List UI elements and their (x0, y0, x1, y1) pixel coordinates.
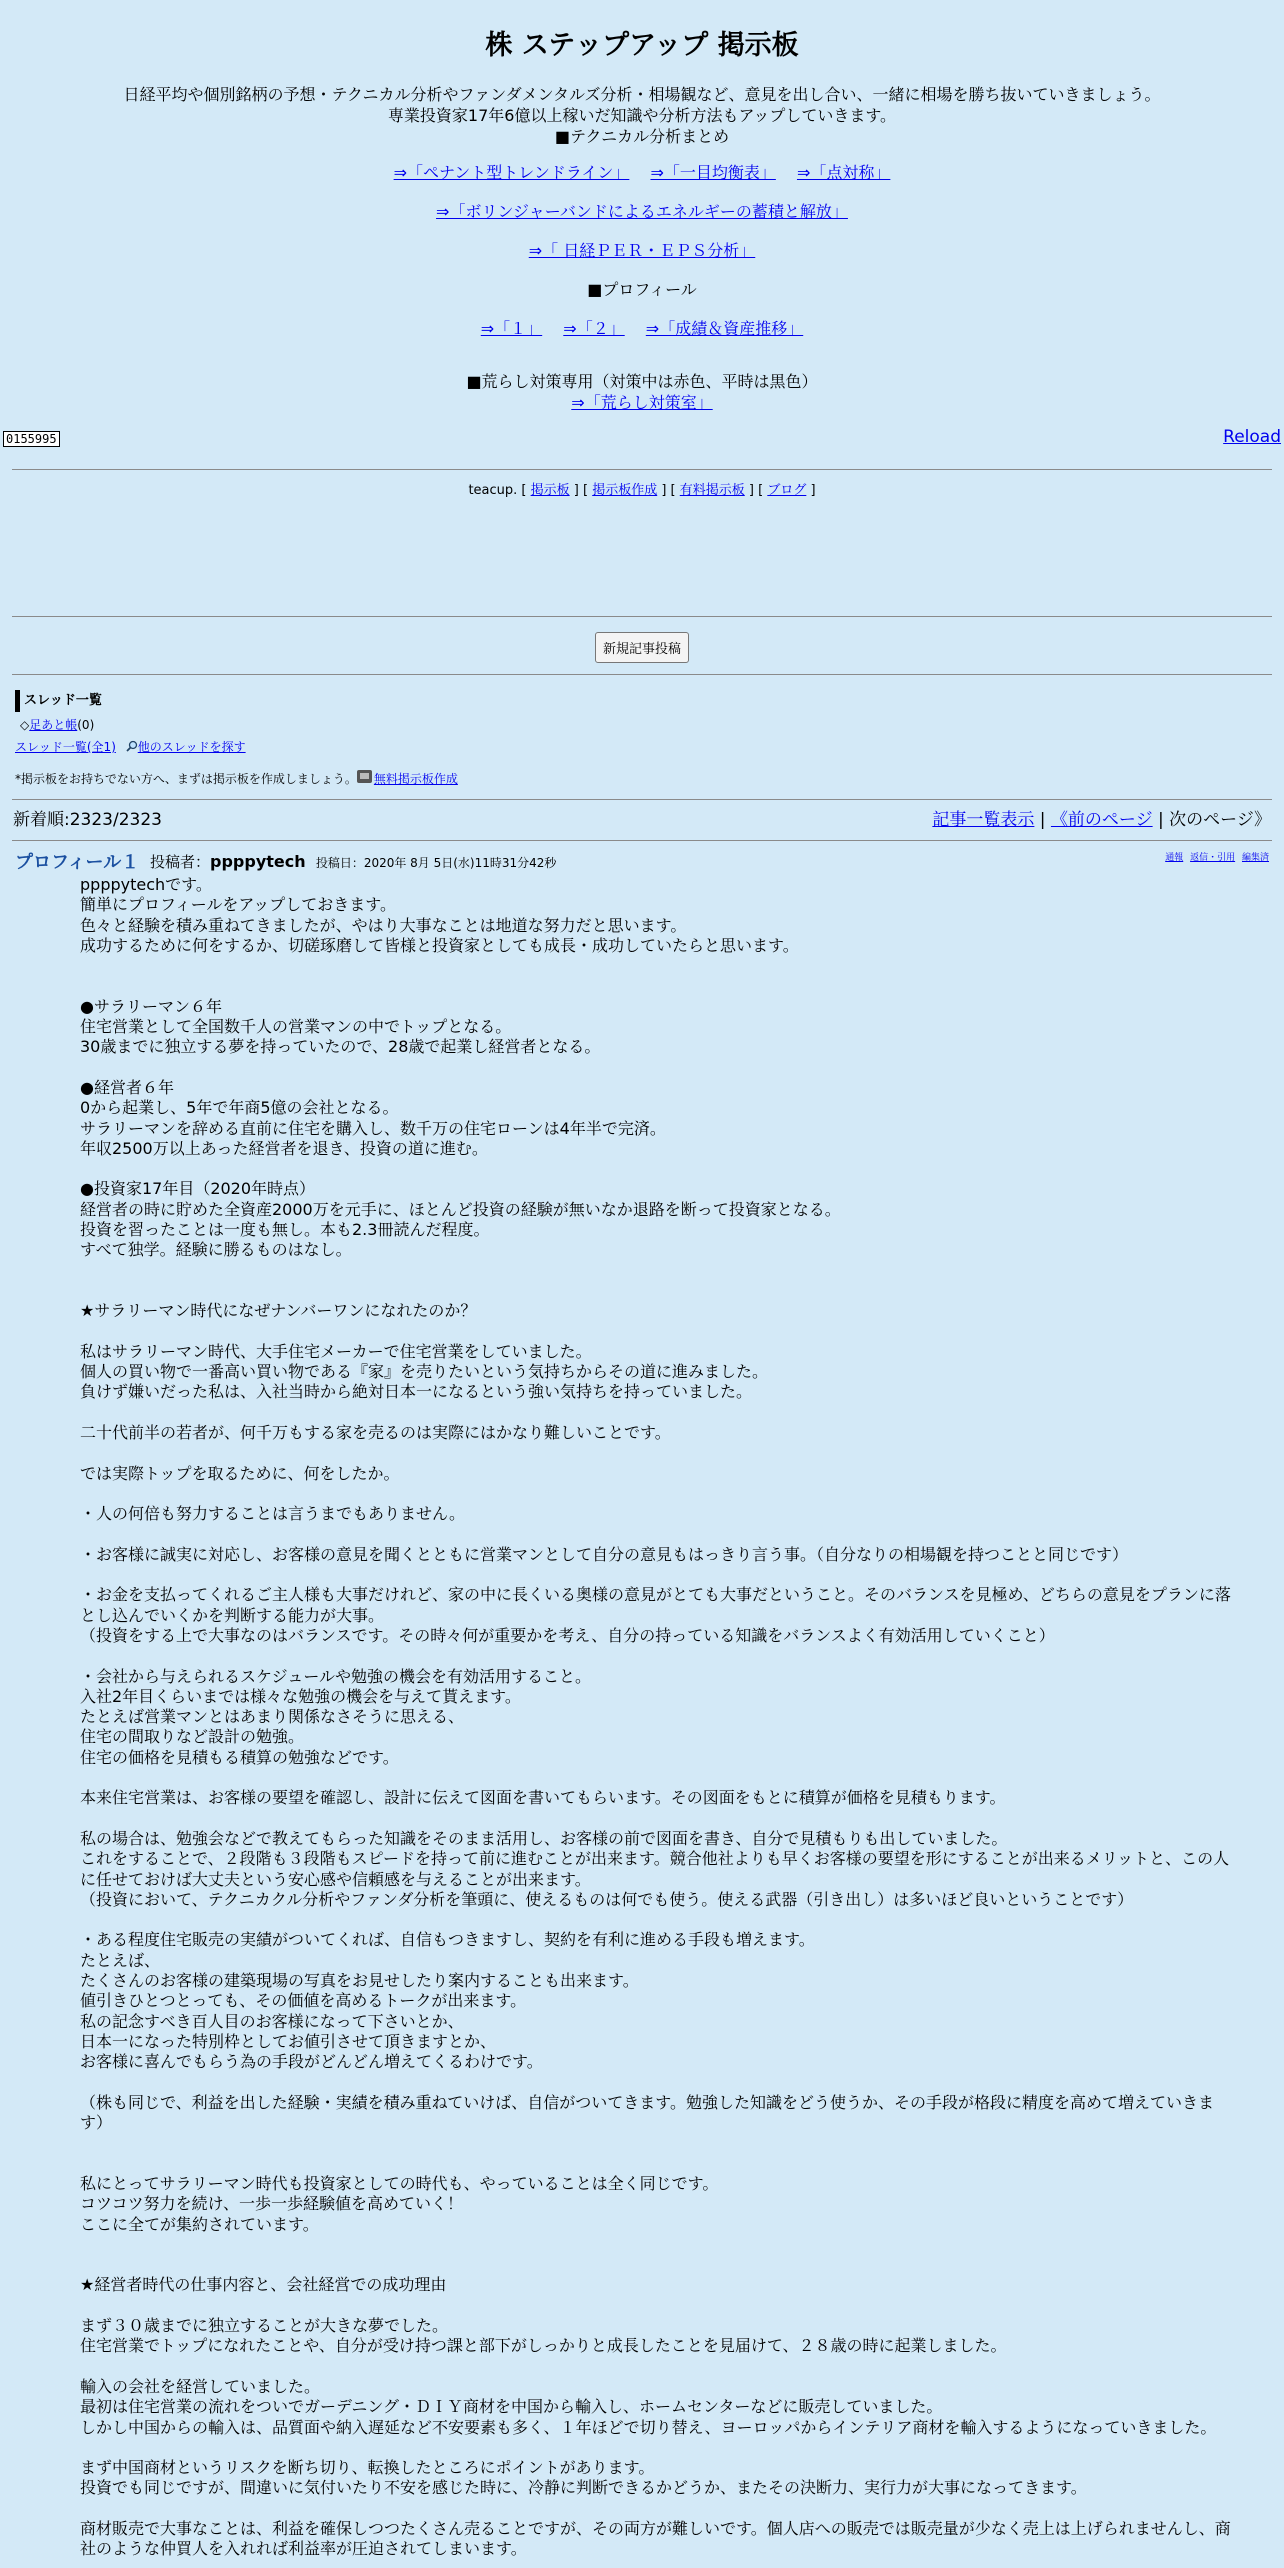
link-bollinger[interactable]: ⇒「ボリンジャーバンドによるエネルギーの蓄積と解放」 (436, 202, 848, 221)
thread-count: (0) (77, 718, 95, 732)
thread-list (20, 717, 1284, 734)
divider (12, 674, 1272, 675)
board-title: 株 ステップアップ 掲示板 (485, 30, 799, 61)
report-link[interactable]: 通報 (1165, 853, 1184, 863)
access-counter: 0155995 (3, 431, 60, 447)
technical-links-row-3 (0, 240, 1284, 261)
thread-list-heading: スレッド一覧 (15, 690, 1284, 712)
divider (12, 469, 1272, 470)
pager-status: 新着順:2323/2323 (13, 810, 162, 830)
thread-link-footprints[interactable]: 足あと帳 (29, 718, 78, 732)
find-other-threads-link[interactable]: 他のスレッドを探す (137, 740, 246, 754)
post-list-link[interactable]: 記事一覧表示 (932, 810, 1035, 830)
profile-heading: ■プロフィール (587, 280, 697, 299)
thread-nav (15, 739, 1284, 756)
reply-quote-link[interactable]: 返信・引用 (1190, 853, 1236, 863)
create-board-note-text: *掲示板をお持ちでない方へ、まずは掲示板を作成しましょう。 (15, 772, 357, 786)
post-author-label: 投稿者： (150, 853, 211, 871)
post-date: 投稿日：2020年 8月 5日(水)11時31分42秒 (315, 856, 557, 870)
teacup-links: teacup. [ 掲示板 ] [ 掲示板作成 ] [ 有料掲示板 ] [ ブログ ] (468, 483, 816, 498)
technical-links-row-2 (0, 201, 1284, 222)
post-actions (1161, 850, 1269, 863)
divider (12, 616, 1272, 617)
free-board-create-link[interactable]: 無料掲示板作成 (373, 772, 458, 786)
link-nikkei-per-eps[interactable]: ⇒「 日経ＰＥＲ・ＥＰＳ分析」 (528, 241, 756, 260)
troll-link-row (0, 392, 1284, 413)
teacup-label: teacup. (468, 483, 518, 498)
link-profile-2[interactable]: ⇒「２」 (563, 319, 625, 338)
pager-bar (0, 800, 1284, 840)
link-results-assets[interactable]: ⇒「成績＆資産推移」 (645, 319, 804, 338)
intro-line-1: 日経平均や個別銘柄の予想・テクニカル分析やファンダメンタルズ分析・相場観など、意見を出し合い、一緒に相場を勝ち抜いていきましょう。 (123, 85, 1161, 104)
ad-space (0, 500, 1284, 616)
thread-bullet: ◇ (20, 718, 30, 732)
create-board-note (15, 770, 1284, 788)
teacup-link-board[interactable]: 掲示板 (530, 483, 570, 498)
profile-links-row (0, 318, 1284, 339)
edited-link[interactable]: 編集済 (1241, 853, 1269, 863)
counter-bar (0, 427, 1284, 449)
board-icon (357, 770, 372, 783)
post-author: ppppytech (210, 852, 306, 871)
troll-heading: ■荒らし対策専用（対策中は赤色、平時は黒色） (466, 372, 818, 391)
link-point-symmetry[interactable]: ⇒「点対称」 (796, 163, 891, 182)
board-header (0, 0, 1284, 413)
link-profile-1[interactable]: ⇒「１」 (480, 319, 543, 338)
post-meta (150, 851, 556, 872)
reload-link[interactable]: Reload (1223, 427, 1281, 447)
post-title: プロフィール１ (15, 852, 140, 873)
post (0, 841, 1284, 2560)
search-icon (126, 740, 138, 752)
new-post-button[interactable]: 新規記事投稿 (595, 632, 689, 663)
teacup-link-paid-board[interactable]: 有料掲示板 (679, 483, 745, 498)
post-body: ppppytechです。 簡単にプロフィールをアップしておきます。 色々と経験を積み重ねてきましたが、やはり大事なことは地道な努力だと思います。 成功するために何をするか、切磋琢磨して皆様と投資家としても成長・成功していたらと思います。 ●サラリーマン６年 住宅営業として全国数千人の営業マンの中でトップとなる。 30歳までに独立する夢を持っていたので、28歳で起業し経営者となる。 ●経営者６年 0から起業し、5年で年商5億の会社となる。 サラリーマンを辞める直前に住宅を購入し、数千万の住宅ローンは4年半で完済。 年収2500万以上あった経営者を退き、投資の道に進む。 ●投資家17年目（2020年時点） 経営者の時に貯めた全資産2000万を元手に、ほとんど投資の経験が無いなか退路を断って投資家となる。 投資を習ったことは一度も無し。本も2.3冊読んだ程度。 すべて独学。経験に勝るものはなし。 ★サラリーマン時代になぜナンバーワンになれたのか？ 私はサラリーマン時代、大手住宅メーカーで住宅営業をしていました。 個人の買い物で一番高い買い物である『家』を売りたいという気持ちからその道に進みました。 負けず嫌いだった私は、入社当時から絶対日本一になるという強い気持ちを持っていました。 二十代前半の若者が、何千万もする家を売るのは実際にはかなり難しいことです。 では実際トップを取るために、何をしたか。 ・人の何倍も努力することは言うまでもありません。 ・お客様に誠実に対応し、お客様の意見を聞くとともに営業マンとして自分の意見もはっきり言う事。（自分なりの相場観を持つことと同じです） ・お金を支払ってくれるご主人様も大事だけれど、家の中に長くいる奥様の意見がとても大事だということ。そのバランスを見極め、どちらの意見をプランに落とし込んでいくかを判断する能力が大事。 （投資をする上で大事なのはバランスです。その時々何が重要かを考え、自分の持っている知識をバランスよく有効活用していくこと） ・会社から与えられるスケジュールや勉強の機会を有効活用すること。 入社2年目くらいまでは様々な勉強の機会を与えて貰えます。 たとえば営業マンとはあまり関係なさそうに思える、 住宅の間取りなど設計の勉強。 住宅の価格を見積もる積算の勉強などです。 本来住宅営業は、お客様の要望を確認し、設計に伝えて図面を書いてもらいます。その図面をもとに積算が価格を見積もります。 私の場合は、勉強会などで教えてもらった知識をそのまま活用し、お客様の前で図面を書き、自分で見積もりも出していました。 これをすることで、２段階も３段階もスピードを持って前に進むことが出来ます。競合他社よりも早くお客様の要望を形にすることが出来るメリットと、この人に任せておけば大丈夫という安心感や信頼感を与えることが出来ます。 （投資において、テクニカクル分析やファンダ分析を筆頭に、使えるものは何でも使う。使える武器（引き出し）は多いほど良いということです） ・ある程度住宅販売の実績がついてくれば、自信もつきますし、契約を有利に進める手段も増えます。 たとえば、 たくさんのお客様の建築現場の写真をお見せしたり案内することも出来ます。 値引きひとつとっても、その価値を高めるトークが出来ます。 私の記念すべき百人目のお客様になって下さいとか、 日本一になった特別枠としてお値引させて頂きますとか、 お客様に喜んでもらう為の手段がどんどん増えてくるわけです。 （株も同じで、利益を出した経験・実績を積み重ねていけば、自信がついてきます。勉強した知識をどう使うか、その手段が格段に精度を高めて増えていきます） 私にとってサラリーマン時代も投資家としての時代も、やっていることは全く同じです。 コツコツ努力を続け、一歩一歩経験値を高めていく！ ここに全てが集約されています。 ★経営者時代の仕事内容と、会社経営での成功理由 まず３０歳までに独立することが大きな夢でした。 住宅営業でトップになれたことや、自分が受け持つ課と部下がしっかりと成長したことを見届けて、２８歳の時に起業しました。 輸入の会社を経営していました。 最初は住宅営業の流れをついでガーデニング・ＤＩＹ商材を中国から輸入し、ホームセンターなどに販売していました。 しかし中国からの輸入は、品質面や納入遅延など不安要素も多く、１年ほどで切り替え、ヨーロッパからインテリア商材を輸入するようになっていきました。 まず中国商材というリスクを断ち切り、転換したところにポイントがあります。 投資でも同じですが、間違いに気付いたり不安を感じた時に、冷静に判断できるかどうか、またその決断力、実行力が大事になってきます。 商材販売で大事なことは、利益を確保しつつたくさん売ることですが、その両方が難しいです。個人店への販売では販売量が少なく売上は上げられませんし、商社のような仲買人を入れれば利益率が圧迫されてしまいます。 (80, 875, 1231, 2559)
prev-page-link[interactable]: 《前のページ (1050, 810, 1153, 830)
teacup-link-blog[interactable]: ブログ (767, 483, 807, 498)
technical-heading: ■テクニカル分析まとめ (554, 127, 730, 146)
pager-links: 記事一覧表示 | 《前のページ | 次のページ》 (932, 810, 1271, 830)
intro-line-2: 専業投資家17年6億以上稼いだ知識や分析方法もアップしていきます。 (387, 106, 897, 125)
post-header (0, 841, 1284, 875)
thread-list-all-link[interactable]: スレッド一覧(全1) (15, 740, 116, 754)
new-post-row (0, 632, 1284, 664)
link-troll-room[interactable]: ⇒「荒らし対策室」 (571, 393, 713, 412)
next-page-text: 次のページ》 (1169, 810, 1271, 830)
link-ichimoku[interactable]: ⇒「一目均衡表」 (650, 163, 776, 182)
teacup-link-create-board[interactable]: 掲示板作成 (592, 483, 658, 498)
board-intro (0, 84, 1284, 126)
link-pennant-trendline[interactable]: ⇒「ペナント型トレンドライン」 (393, 163, 630, 182)
technical-links-row-1 (0, 162, 1284, 183)
